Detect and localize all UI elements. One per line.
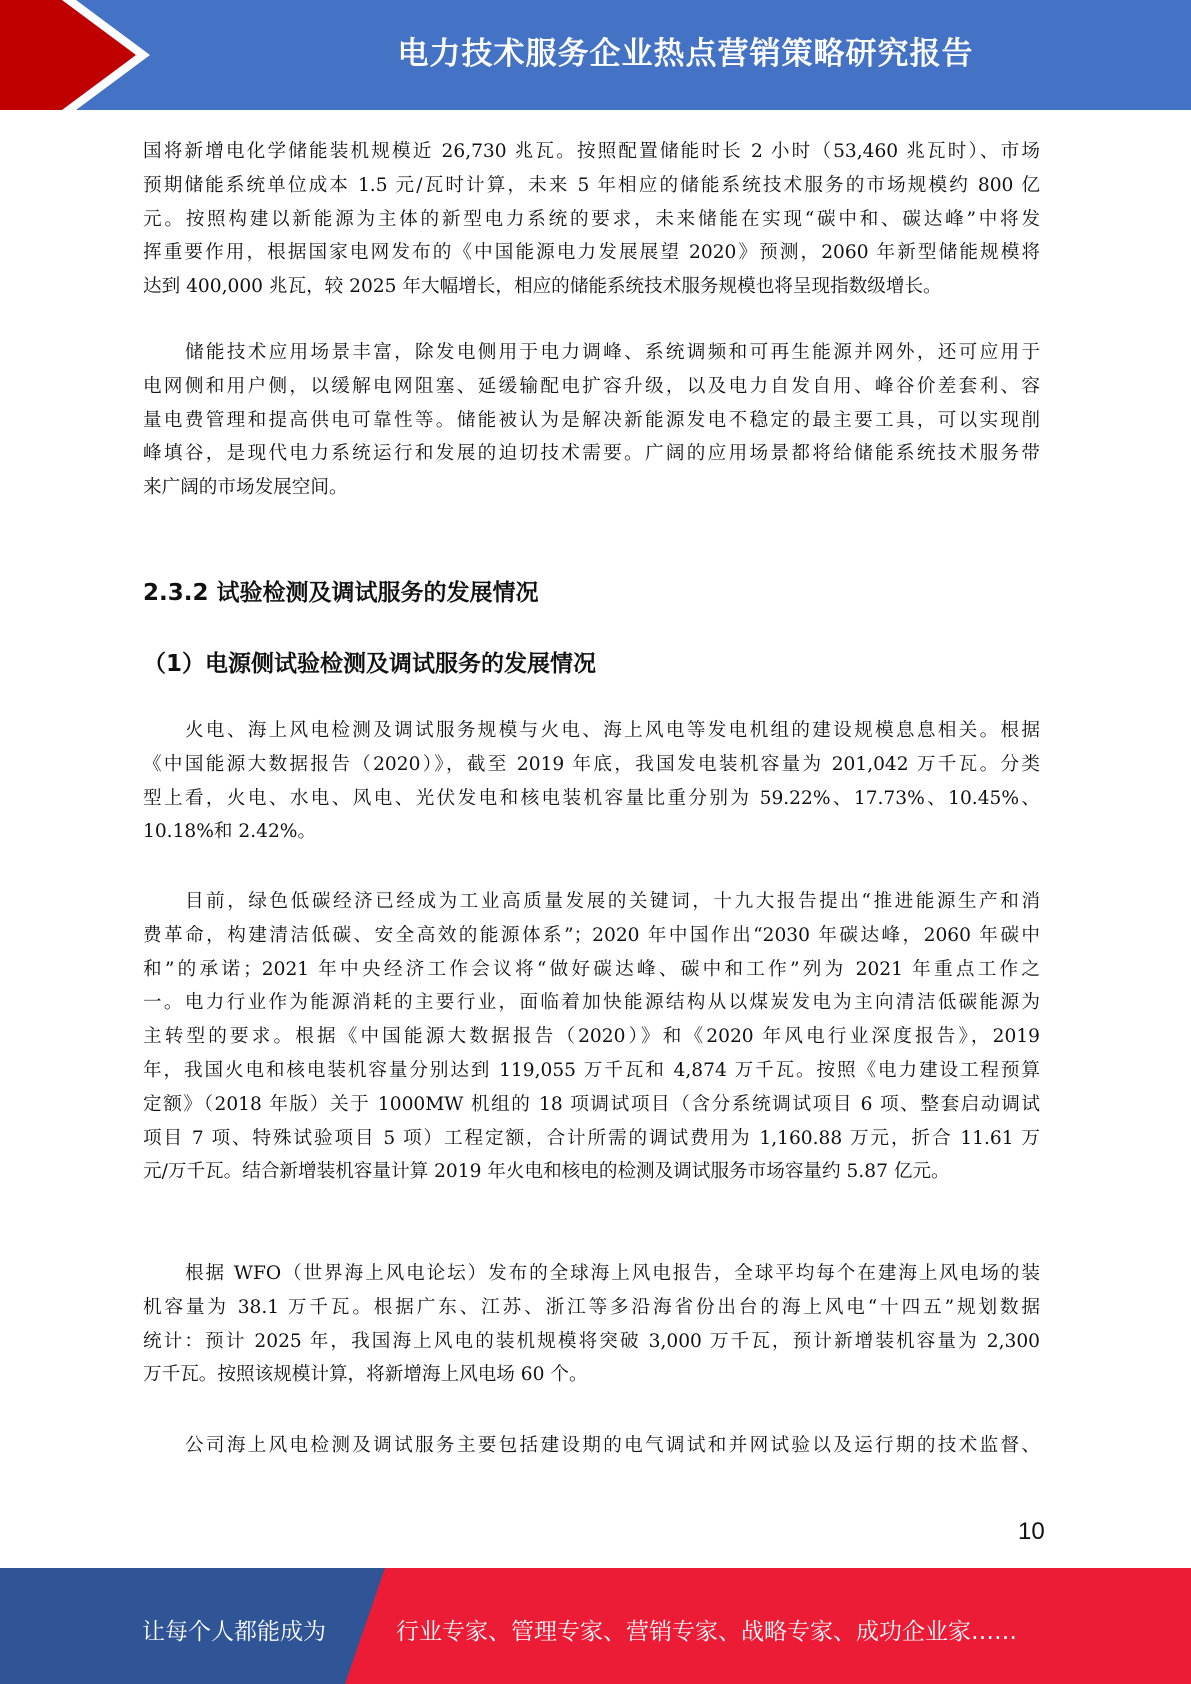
paragraph	[143, 135, 1040, 304]
paragraph-line: 元。按照构建以新能源为主体的新型电力系统的要求，未来储能在实现“碳中和、碳达峰”中将发	[143, 208, 1040, 230]
header-chevron-decoration	[0, 0, 200, 110]
paragraph-line: 定额》（2018 年版）关于 1000MW 机组的 18 项调试项目（含分系统调试项目 6 项、整套启动调试	[143, 1093, 1040, 1115]
footer-slogan-right: 行业专家、管理专家、营销专家、战略专家、成功企业家……	[396, 1619, 1017, 1645]
page-footer	[0, 1568, 1191, 1684]
paragraph-line: 元/万千瓦。结合新增装机容量计算 2019 年火电和核电的检测及调试服务市场容量约 5.87 亿元。	[143, 1161, 950, 1183]
paragraph-line: 公司海上风电检测及调试服务主要包括建设期的电气调试和并网试验以及运行期的技术监督、	[185, 1435, 1040, 1456]
page-number: 10	[1018, 1518, 1045, 1545]
paragraph	[143, 714, 1040, 849]
paragraph-line: 挥重要作用，根据国家电网发布的《中国能源电力发展展望 2020》预测，2060 年新型储能规模将	[143, 242, 1040, 264]
paragraph-line: 一。电力行业作为能源消耗的主要行业，面临着加快能源结构从以煤炭发电为主向清洁低碳能源为	[143, 992, 1040, 1014]
paragraph-line: 量电费管理和提高供电可靠性等。储能被认为是解决新能源发电不稳定的最主要工具，可以实现削	[143, 409, 1040, 431]
paragraph-line: 来广阔的市场发展空间。	[143, 477, 348, 499]
paragraph-line: 火电、海上风电检测及调试服务规模与火电、海上风电等发电机组的建设规模息息相关。根据	[185, 720, 1040, 741]
paragraph	[143, 1429, 1040, 1463]
paragraph-line: 和”的承诺；2021 年中央经济工作会议将“做好碳达峰、碳中和工作”列为 2021 年重点工作之	[143, 958, 1040, 980]
paragraph-line: 国将新增电化学储能装机规模近 26,730 兆瓦。按照配置储能时长 2 小时（53,460 兆瓦时）、市场	[143, 141, 1040, 162]
paragraph	[143, 336, 1040, 505]
paragraph-line: 主转型的要求。根据《中国能源大数据报告（2020）》和《2020 年风电行业深度报告》，2019	[143, 1026, 1040, 1048]
paragraph	[143, 1257, 1040, 1392]
paragraph-line: 万千瓦。按照该规模计算，将新增海上风电场 60 个。	[143, 1364, 588, 1386]
section-heading: 2.3.2 试验检测及调试服务的发展情况	[143, 580, 539, 606]
paragraph-line: 机容量为 38.1 万千瓦。根据广东、江苏、浙江等多沿海省份出台的海上风电“十四五”规划数据	[143, 1296, 1040, 1318]
paragraph-line: 项目 7 项、特殊试验项目 5 项）工程定额，合计所需的调试费用为 1,160.88 万元，折合 11.61 万	[143, 1127, 1040, 1149]
paragraph-line: 《中国能源大数据报告（2020）》，截至 2019 年底，我国发电装机容量为 201,042 万千瓦。分类	[143, 753, 1040, 775]
paragraph-line: 电网侧和用户侧，以缓解电网阻塞、延缓输配电扩容升级，以及电力自发自用、峰谷价差套利、容	[143, 375, 1040, 397]
paragraph-line: 达到 400,000 兆瓦，较 2025 年大幅增长，相应的储能系统技术服务规模也将呈现指数级增长。	[143, 276, 942, 298]
paragraph-line: 费革命，构建清洁低碳、安全高效的能源体系”；2020 年中国作出“2030 年碳达峰，2060 年碳中	[143, 924, 1040, 946]
paragraph-line: 预期储能系统单位成本 1.5 元/瓦时计算，未来 5 年相应的储能系统技术服务的市场规模约 800 亿	[143, 174, 1040, 196]
footer-slogan-left: 让每个人都能成为	[142, 1619, 326, 1645]
subsection-heading: （1）电源侧试验检测及调试服务的发展情况	[143, 651, 597, 677]
paragraph-line: 型上看，火电、水电、风电、光伏发电和核电装机容量比重分别为 59.22%、17.73%、10.45%、	[143, 787, 1040, 809]
paragraph-line: 目前，绿色低碳经济已经成为工业高质量发展的关键词，十九大报告提出“推进能源生产和消	[185, 891, 1040, 912]
paragraph-line: 统计：预计 2025 年，我国海上风电的装机规模将突破 3,000 万千瓦，预计新增装机容量为 2,300	[143, 1330, 1040, 1352]
paragraph-line: 储能技术应用场景丰富，除发电侧用于电力调峰、系统调频和可再生能源并网外，还可应用于	[185, 342, 1040, 363]
paragraph-line: 峰填谷，是现代电力系统运行和发展的迫切技术需要。广阔的应用场景都将给储能系统技术服务带	[143, 443, 1040, 465]
paragraph	[143, 885, 1040, 1189]
paragraph-line: 10.18%和 2.42%。	[143, 821, 317, 843]
paragraph-line: 根据 WFO（世界海上风电论坛）发布的全球海上风电报告，全球平均每个在建海上风电场的装	[185, 1263, 1040, 1284]
page-header	[0, 0, 1191, 110]
paragraph-line: 年，我国火电和核电装机容量分别达到 119,055 万千瓦和 4,874 万千瓦。按照《电力建设工程预算	[143, 1059, 1040, 1081]
report-title: 电力技术服务企业热点营销策略研究报告	[397, 36, 974, 72]
